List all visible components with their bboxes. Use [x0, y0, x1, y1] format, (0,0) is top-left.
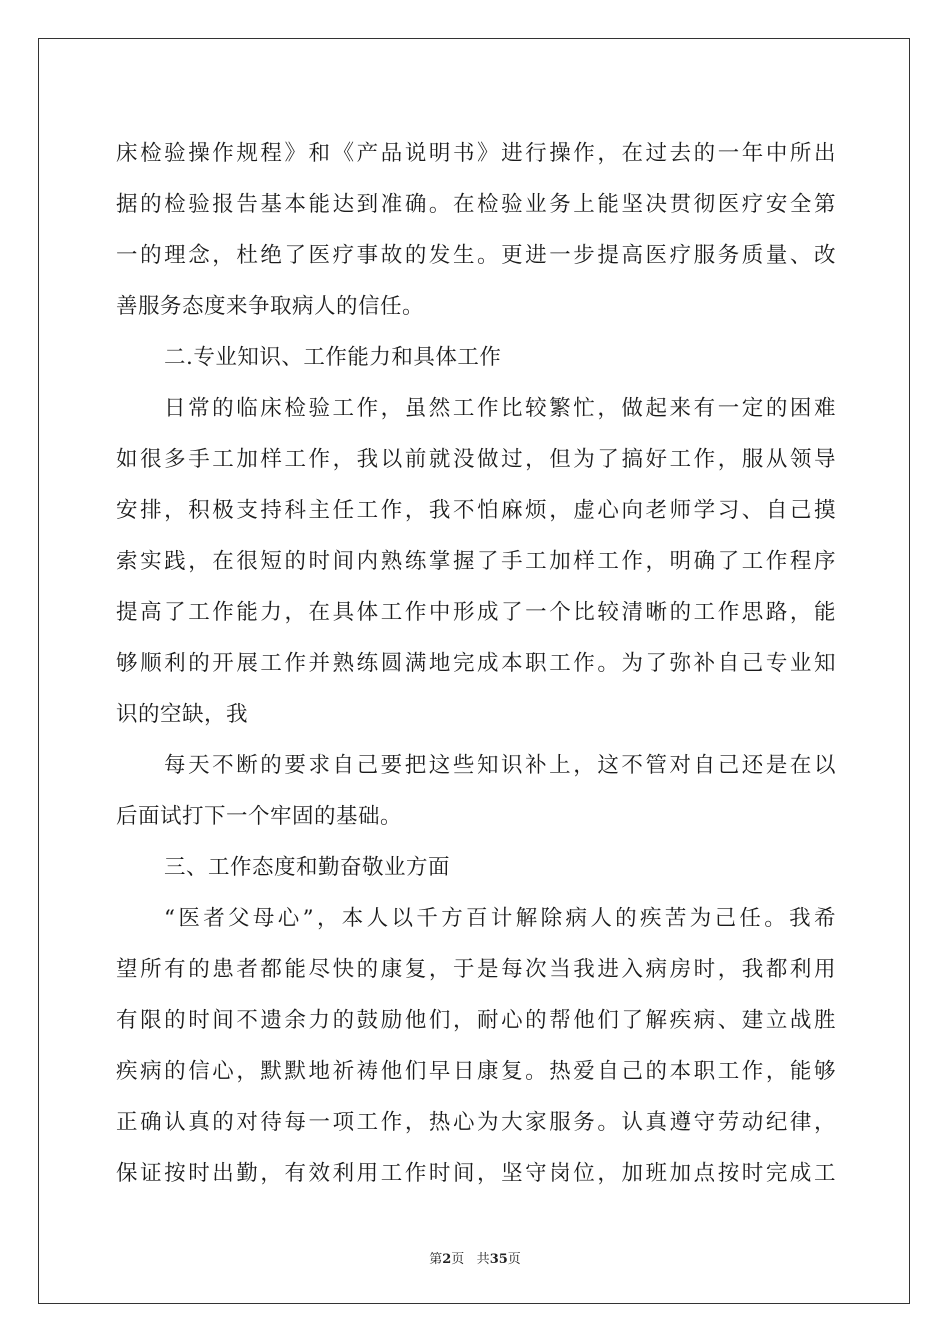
section-heading: 三、工作态度和勤奋敬业方面 — [164, 855, 451, 880]
text-line: “医者父母心”，本人以千方百计解除病人的疾苦为己任。我希 — [164, 906, 836, 931]
footer-total-prefix: 共 — [476, 1252, 490, 1267]
total-page-count: 35 — [489, 1252, 508, 1267]
text-line: 望所有的患者都能尽快的康复，于是每次当我进入病房时，我都利用 — [116, 957, 836, 982]
text-line: 索实践，在很短的时间内熟练掌握了手工加样工作，明确了工作程序 — [116, 549, 836, 574]
text-line: 床检验操作规程》和《产品说明书》进行操作，在过去的一年中所出 — [116, 141, 836, 166]
text-line: 每天不断的要求自己要把这些知识补上，这不管对自己还是在以 — [164, 753, 836, 778]
text-line: 提高了工作能力，在具体工作中形成了一个比较清晰的工作思路，能 — [116, 600, 836, 625]
footer-prefix: 第 — [429, 1252, 443, 1267]
text-line: 有限的时间不遗余力的鼓励他们，耐心的帮他们了解疾病、建立战胜 — [116, 1008, 836, 1033]
text-line: 正确认真的对待每一项工作，热心为大家服务。认真遵守劳动纪律， — [116, 1110, 836, 1135]
current-page-number: 2 — [442, 1252, 452, 1267]
text-line: 善服务态度来争取病人的信任。 — [116, 294, 425, 319]
document-body — [116, 128, 836, 1199]
text-line: 后面试打下一个牢固的基础。 — [116, 804, 403, 829]
text-line: 识的空缺，我 — [116, 702, 249, 727]
text-line: 日常的临床检验工作，虽然工作比较繁忙，做起来有一定的困难 — [164, 396, 836, 421]
footer-page-suffix: 页 — [451, 1252, 465, 1267]
text-line: 据的检验报告基本能达到准确。在检验业务上能坚决贯彻医疗安全第 — [116, 192, 836, 217]
text-line: 保证按时出勤，有效利用工作时间，坚守岗位，加班加点按时完成工 — [116, 1161, 836, 1186]
text-line: 如很多手工加样工作，我以前就没做过，但为了搞好工作，服从领导 — [116, 447, 836, 472]
text-line: 疾病的信心，默默地祈祷他们早日康复。热爱自己的本职工作，能够 — [116, 1059, 836, 1084]
text-line: 一的理念，杜绝了医疗事故的发生。更进一步提高医疗服务质量、改 — [116, 243, 836, 268]
text-line: 安排，积极支持科主任工作，我不怕麻烦，虚心向老师学习、自己摸 — [116, 498, 836, 523]
section-heading: 二.专业知识、工作能力和具体工作 — [164, 345, 502, 370]
text-line: 够顺利的开展工作并熟练圆满地完成本职工作。为了弥补自己专业知 — [116, 651, 836, 676]
footer-total-suffix: 页 — [507, 1252, 521, 1267]
page-footer — [0, 1248, 950, 1267]
